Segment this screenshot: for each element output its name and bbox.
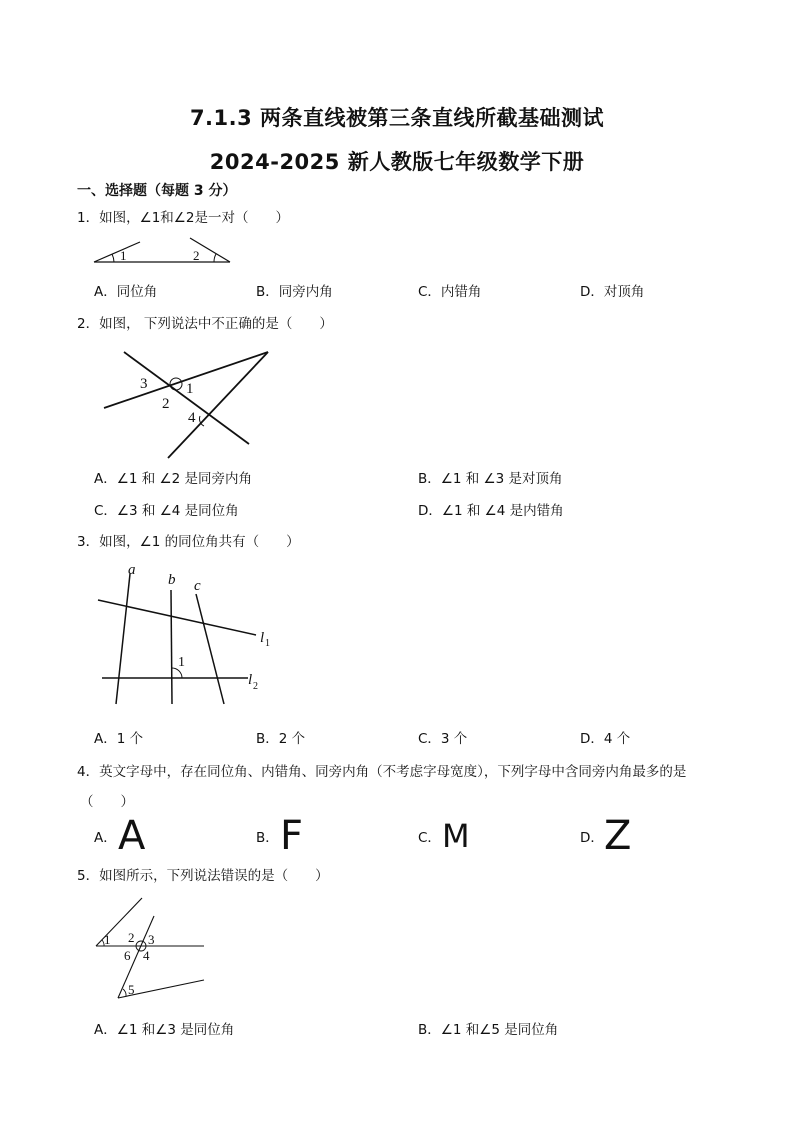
fig3-label-l1-sub: 1: [265, 638, 270, 649]
q5-option-b: B．∠1 和∠5 是同位角: [418, 1022, 559, 1038]
fig5-label-4: 4: [143, 948, 150, 963]
q4-option-b-prefix: B．: [256, 830, 279, 846]
question-5-text: 5．如图所示，下列说法错误的是（ ）: [77, 868, 329, 884]
q1-option-c: C．内错角: [418, 284, 482, 300]
fig5-label-3: 3: [148, 932, 155, 947]
fig5-label-2: 2: [128, 930, 135, 945]
question-4-answer-bracket: （ ）: [80, 794, 134, 810]
q2-option-b: B．∠1 和 ∠3 是对顶角: [418, 471, 563, 487]
question-2-text: 2．如图， 下列说法中不正确的是（ ）: [77, 316, 333, 332]
q4-option-d-letter: Z: [604, 813, 632, 859]
fig3-label-b: b: [168, 572, 176, 588]
page-subtitle: 2024-2025 新人教版七年级数学下册: [209, 150, 585, 174]
question-2-figure: [96, 344, 276, 462]
q4-option-a-letter: A: [118, 813, 146, 859]
fig3-label-angle1: 1: [178, 655, 185, 670]
q4-option-a-prefix: A．: [94, 830, 117, 846]
q4-option-c-letter: M: [442, 817, 470, 855]
q4-option-c-prefix: C．: [418, 830, 441, 846]
q2-option-d: D．∠1 和 ∠4 是内错角: [418, 503, 564, 519]
q1-option-b: B．同旁内角: [256, 284, 333, 300]
fig3-label-l1: l: [260, 630, 265, 646]
question-3-text: 3．如图，∠1 的同位角共有（ ）: [77, 534, 300, 550]
q5-option-a: A．∠1 和∠3 是同位角: [94, 1022, 235, 1038]
fig2-label-2: 2: [162, 396, 170, 412]
fig2-label-4: 4: [188, 410, 196, 426]
page-title: 7.1.3 两条直线被第三条直线所截基础测试: [189, 106, 605, 130]
fig2-label-1: 1: [186, 381, 194, 397]
q3-option-d: D．4 个: [580, 731, 631, 747]
q4-option-b-letter: F: [280, 813, 304, 859]
q3-option-a: A．1 个: [94, 731, 144, 747]
fig1-label-2: 2: [193, 248, 200, 263]
q3-option-c: C．3 个: [418, 731, 468, 747]
fig5-label-6: 6: [124, 948, 131, 963]
question-3-figure: [92, 560, 282, 710]
q4-option-d-prefix: D．: [580, 830, 604, 846]
fig5-label-5: 5: [128, 982, 135, 997]
q1-option-d: D．对顶角: [580, 284, 645, 300]
question-1-text: 1．如图，∠1和∠2是一对（ ）: [77, 210, 289, 226]
question-5-figure: [90, 892, 210, 1004]
fig3-label-a: a: [128, 562, 136, 578]
fig1-label-1: 1: [120, 248, 127, 263]
q2-option-a: A．∠1 和 ∠2 是同旁内角: [94, 471, 252, 487]
fig2-label-3: 3: [140, 376, 148, 392]
section-heading: 一、选择题（每题 3 分）: [77, 183, 237, 199]
fig3-label-c: c: [194, 578, 201, 594]
question-4-text: 4．英文字母中，存在同位角、内错角、同旁内角（不考虑字母宽度），下列字母中含同旁内角最多的是: [77, 764, 687, 780]
q3-option-b: B．2 个: [256, 731, 306, 747]
q1-option-a: A．同位角: [94, 284, 158, 300]
fig5-label-1: 1: [104, 932, 111, 947]
question-1-figure: [90, 234, 235, 266]
q2-option-c: C．∠3 和 ∠4 是同位角: [94, 503, 239, 519]
fig3-label-l2: l: [248, 672, 253, 688]
fig3-label-l2-sub: 2: [253, 681, 258, 692]
